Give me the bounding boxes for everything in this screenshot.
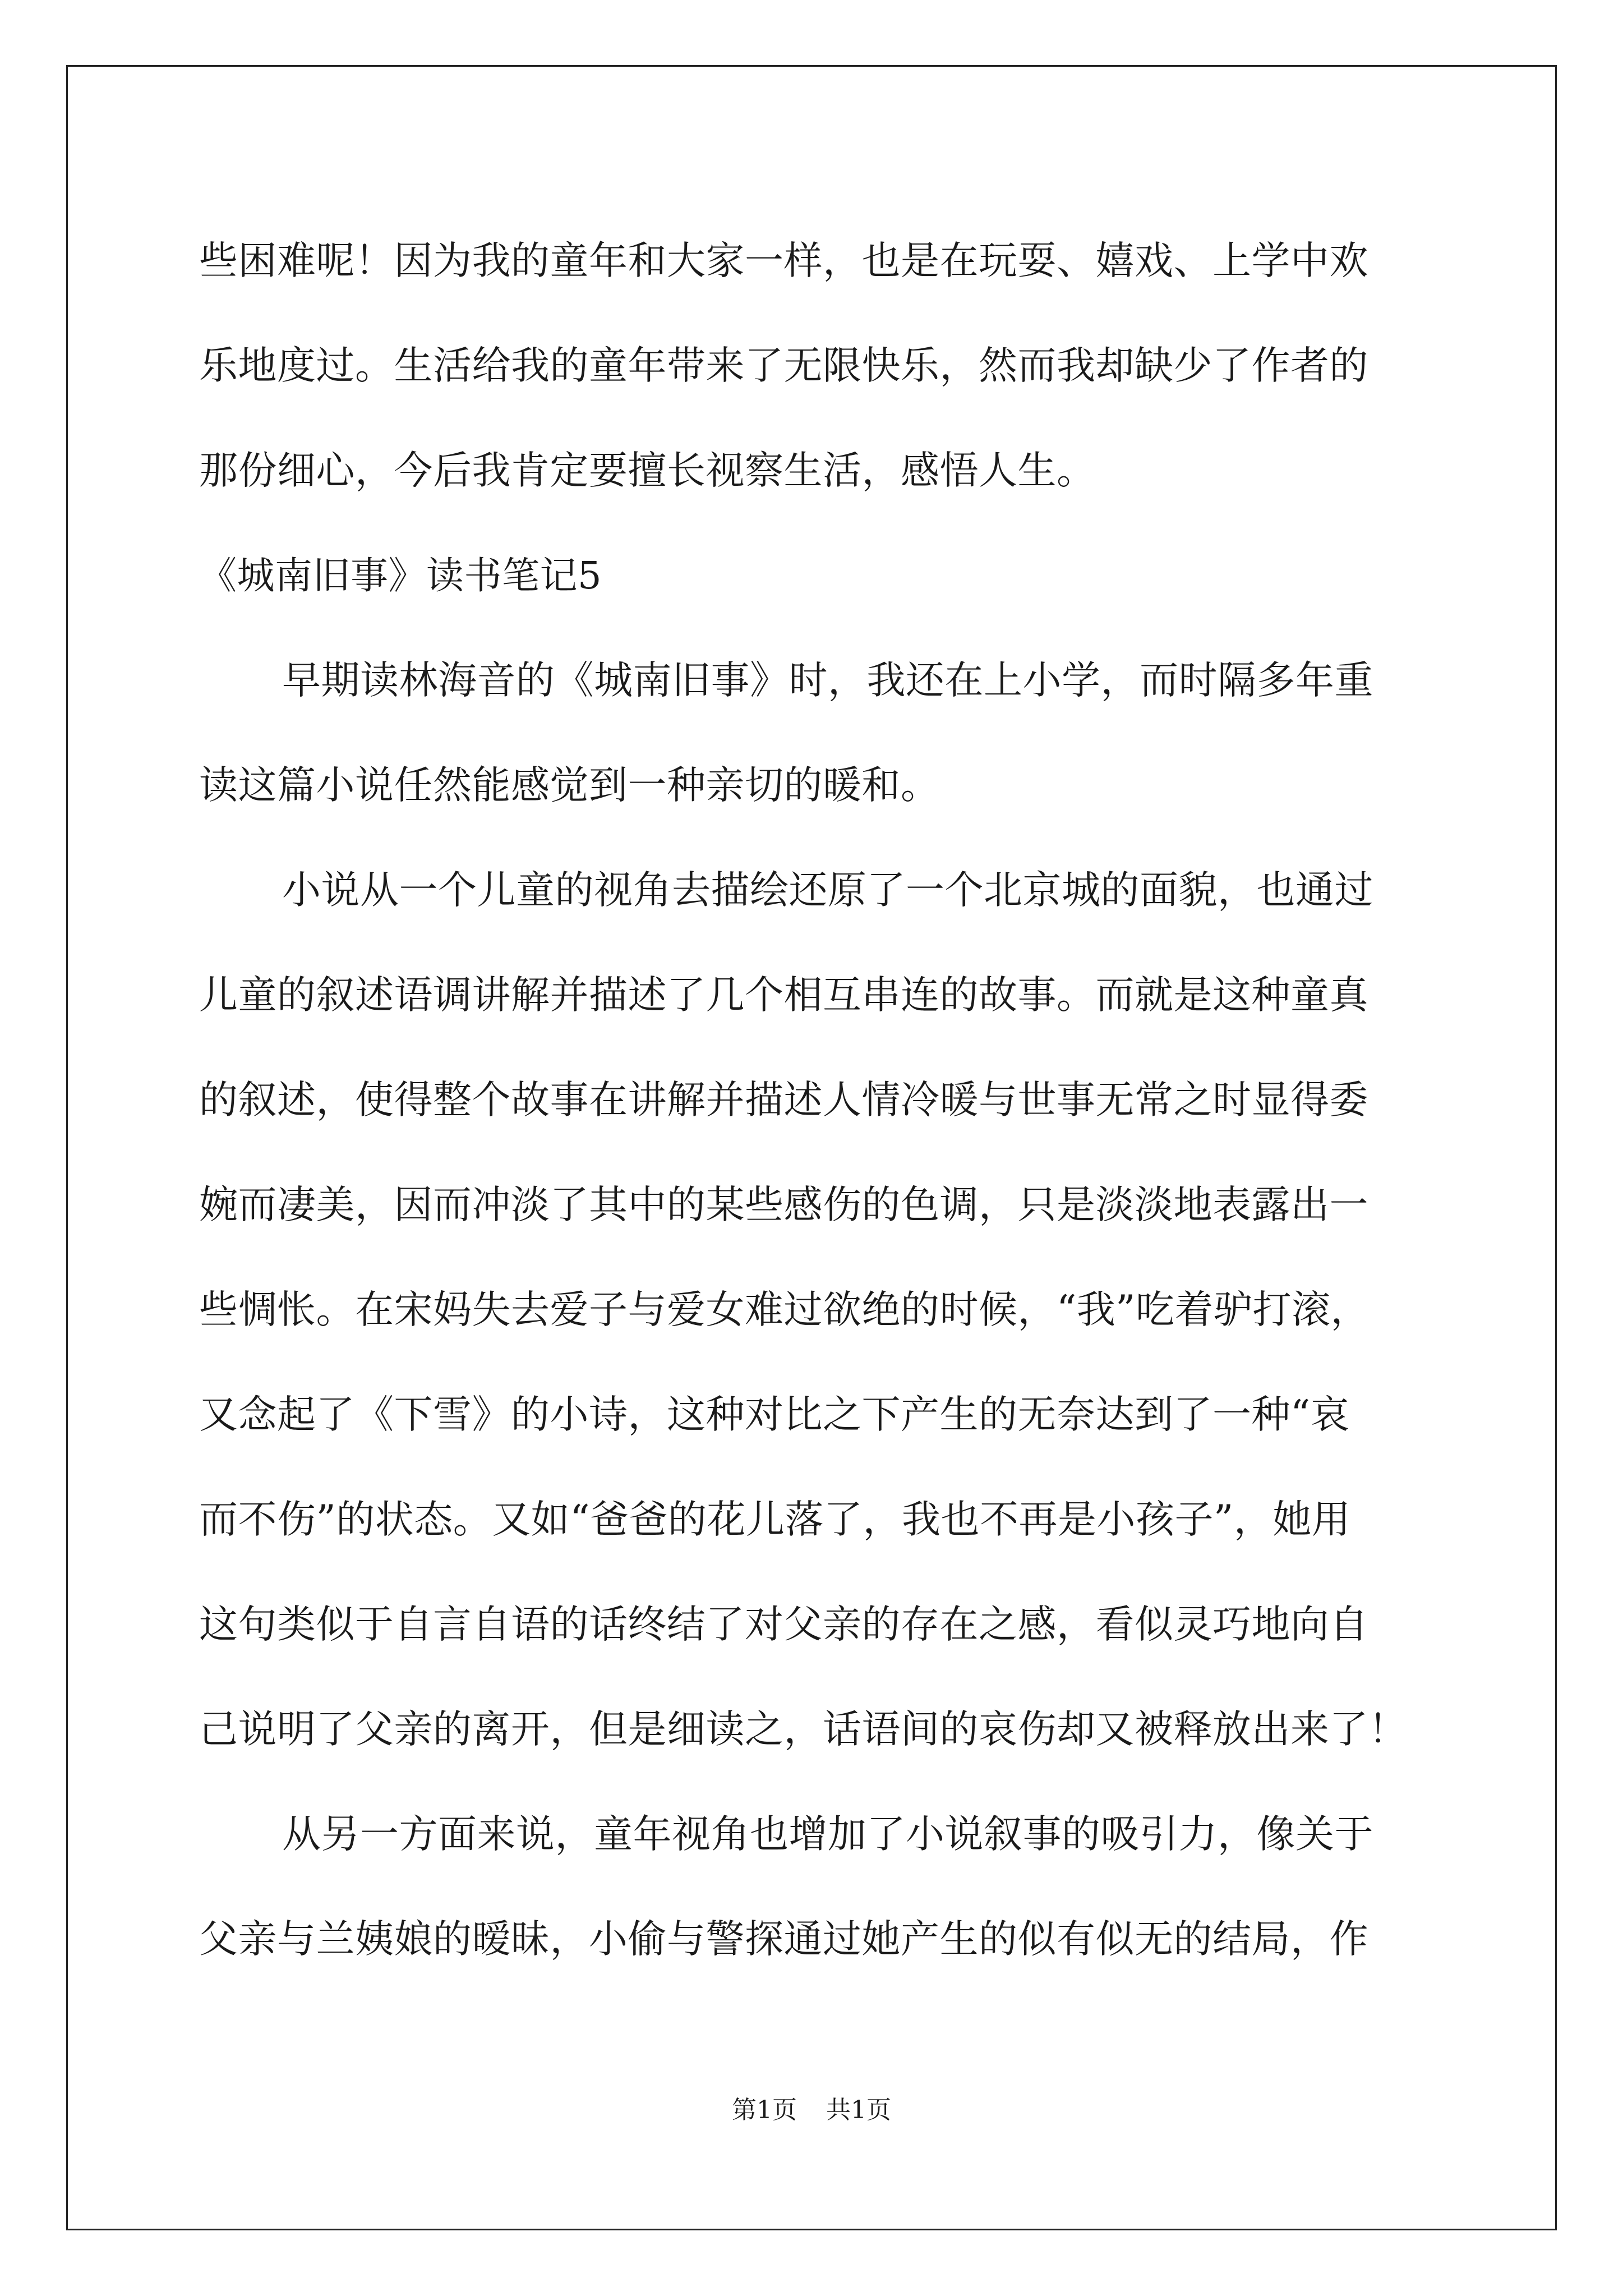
text-line: 父亲与兰姨娘的暧昧，小偷与警探通过她产生的似有似无的结局，作 xyxy=(199,1917,1368,1962)
text-line: 这句类似于自言自语的话终结了对父亲的存在之感，看似灵巧地向自 xyxy=(199,1602,1368,1647)
document-body xyxy=(199,209,1455,1992)
text-line: 些惆怅。在宋妈失去爱子与爱女难过欲绝的时候，“我”吃着驴打滚， xyxy=(199,1287,1370,1332)
text-line: 些困难呢！因为我的童年和大家一样，也是在玩耍、嬉戏、上学中欢 xyxy=(199,238,1368,283)
page-number: 第1页 xyxy=(732,2096,797,2124)
section-heading: 《城南旧事》读书笔记5 xyxy=(199,554,602,597)
text-line: 又念起了《下雪》的小诗，这种对比之下产生的无奈达到了一种“哀 xyxy=(199,1392,1350,1437)
text-line: 乐地度过。生活给我的童年带来了无限快乐，然而我却缺少了作者的 xyxy=(199,343,1368,388)
text-line: 早期读林海音的《城南旧事》时，我还在上小学，而时隔多年重 xyxy=(282,658,1373,703)
page-total: 共1页 xyxy=(826,2096,891,2124)
text-line: 读这篇小说任然能感觉到一种亲切的暖和。 xyxy=(199,763,940,808)
text-line: 从另一方面来说，童年视角也增加了小说叙事的吸引力，像关于 xyxy=(282,1812,1373,1857)
text-line: 婉而凄美，因而冲淡了其中的某些感伤的色调，只是淡淡地表露出一 xyxy=(199,1182,1368,1227)
text-line: 小说从一个儿童的视角去描绘还原了一个北京城的面貌，也通过 xyxy=(282,868,1373,913)
text-line: 那份细心，今后我肯定要擅长视察生活，感悟人生。 xyxy=(199,448,1096,493)
page-footer xyxy=(0,2093,1623,2127)
text-line: 而不伤”的状态。又如“爸爸的花儿落了，我也不再是小孩子”，她用 xyxy=(199,1497,1351,1542)
text-line: 的叙述，使得整个故事在讲解并描述人情冷暖与世事无常之时显得委 xyxy=(199,1078,1368,1122)
text-line: 儿童的叙述语调讲解并描述了几个相互串连的故事。而就是这种童真 xyxy=(199,973,1368,1018)
text-line: 己说明了父亲的离开，但是细读之，话语间的哀伤却又被释放出来了！ xyxy=(199,1707,1408,1752)
